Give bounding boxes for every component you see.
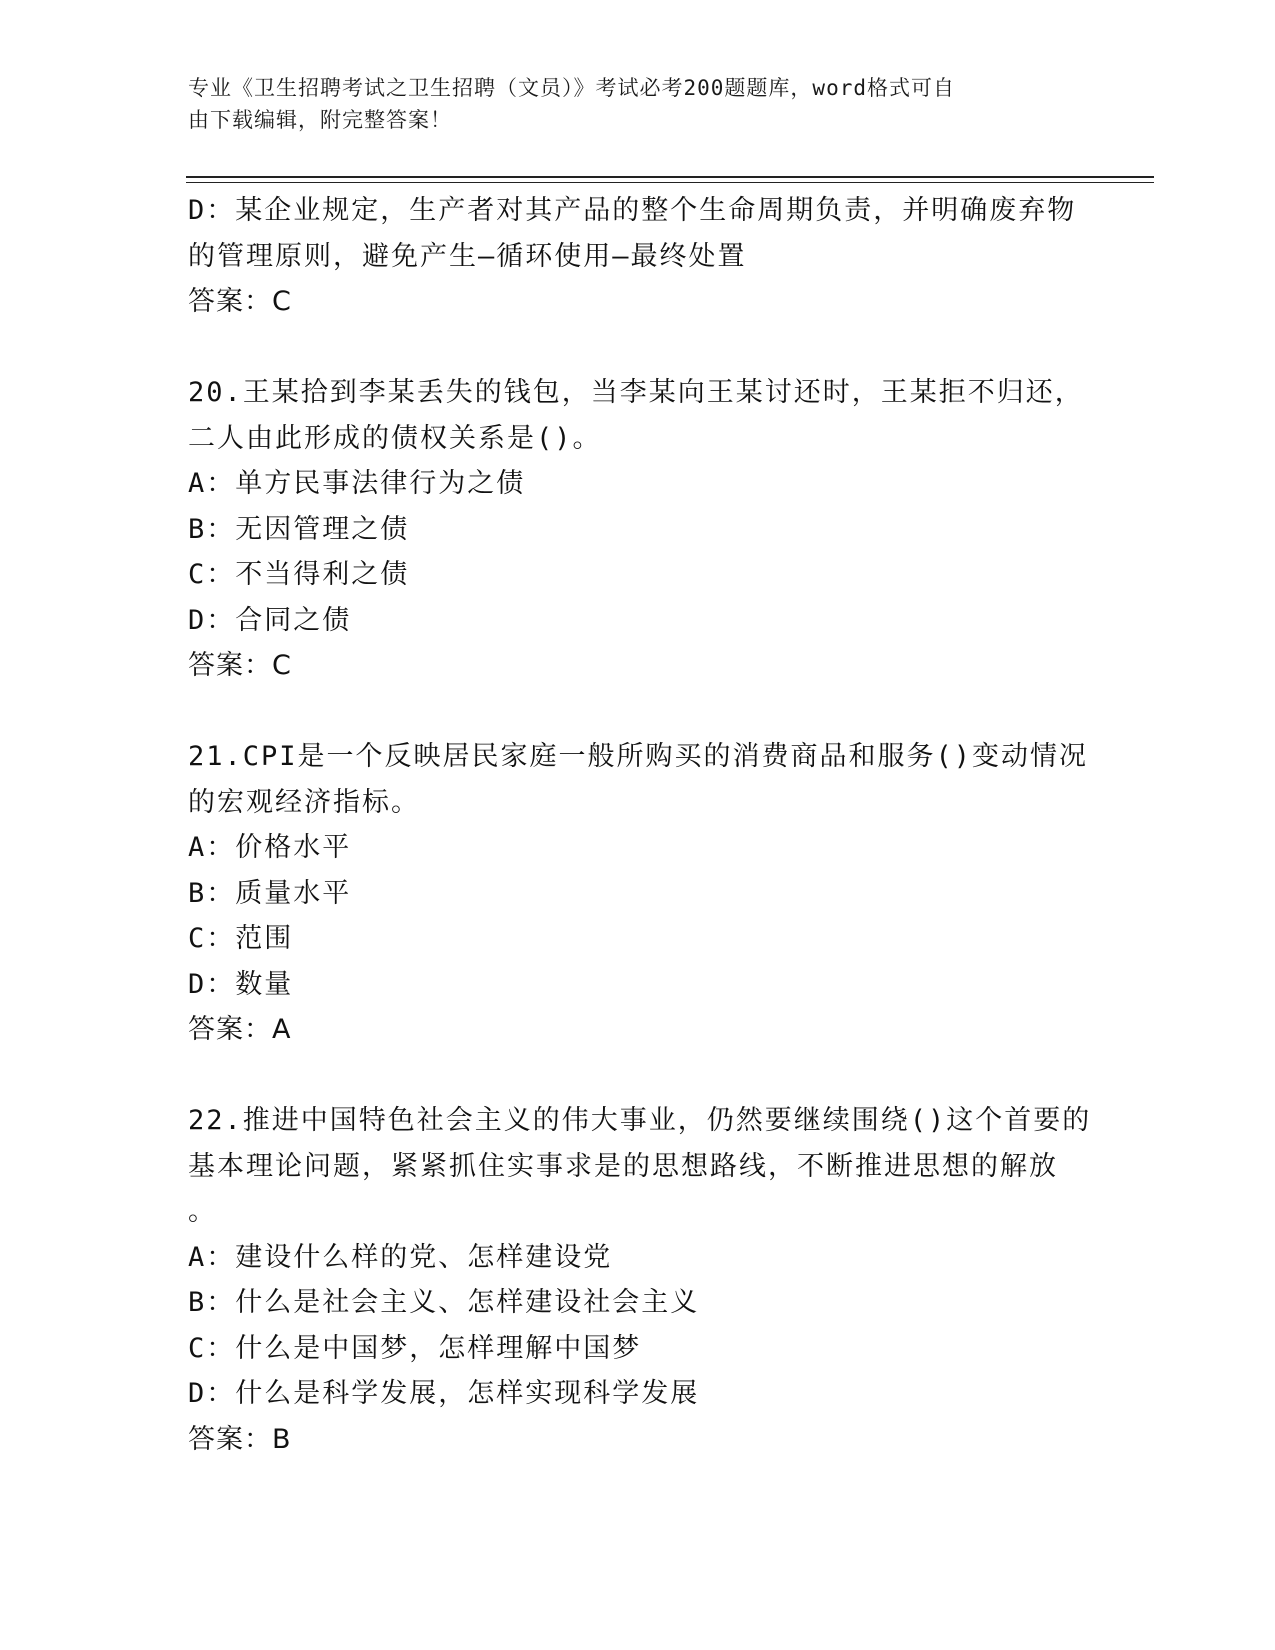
header-note xyxy=(188,72,1068,136)
question-stem-line-2: 的宏观经济指标。 xyxy=(188,786,420,818)
question-stem-line-2: 二人由此形成的债权关系是()。 xyxy=(188,422,602,454)
spacer xyxy=(188,325,1088,371)
option-d-line-1: D：某企业规定，生产者对其产品的整个生命周期负责，并明确废弃物 xyxy=(188,195,1077,226)
option-d: D：合同之债 xyxy=(188,604,352,636)
option-a: A：价格水平 xyxy=(188,832,352,863)
question-20 xyxy=(188,370,1088,689)
question-list xyxy=(188,188,1092,1462)
option-a: A：建设什么样的党、怎样建设党 xyxy=(188,1241,613,1273)
option-a: A：单方民事法律行为之债 xyxy=(188,468,526,499)
carryover-question xyxy=(188,188,1088,325)
question-21 xyxy=(188,734,1088,1053)
option-d: D：数量 xyxy=(188,968,294,1000)
option-c: C：范围 xyxy=(188,923,294,954)
answer-line: 答案：A xyxy=(188,1014,292,1045)
option-d: D：什么是科学发展，怎样实现科学发展 xyxy=(188,1378,700,1409)
question-stem-line-3: 。 xyxy=(188,1196,217,1227)
question-stem-line-2: 基本理论问题，紧紧抓住实事求是的思想路线，不断推进思想的解放 xyxy=(188,1150,1058,1182)
spacer xyxy=(188,1053,1088,1099)
question-22 xyxy=(188,1098,1092,1462)
spacer xyxy=(188,689,1088,735)
answer-line: 答案：C xyxy=(188,286,292,317)
question-stem-line-1: 20.王某拾到李某丢失的钱包，当李某向王某讨还时，王某拒不归还， xyxy=(188,377,1084,408)
option-d-line-2: 的管理原则，避免产生—循环使用—最终处置 xyxy=(188,240,747,272)
option-b: B：无因管理之债 xyxy=(188,513,410,545)
answer-line: 答案：B xyxy=(188,1423,292,1455)
question-stem-line-1: 21.CPI是一个反映居民家庭一般所购买的消费商品和服务()变动情况 xyxy=(188,741,1089,772)
header-divider-thick xyxy=(186,176,1154,178)
question-stem-line-1: 22.推进中国特色社会主义的伟大事业，仍然要继续围绕()这个首要的 xyxy=(188,1105,1092,1136)
answer-line: 答案：C xyxy=(188,650,292,681)
option-c: C：什么是中国梦，怎样理解中国梦 xyxy=(188,1332,642,1364)
header-divider-thin xyxy=(186,182,1154,183)
header-note-line-1: 专业《卫生招聘考试之卫生招聘（文员）》考试必考200题题库，word格式可自 xyxy=(188,76,955,100)
option-b: B：质量水平 xyxy=(188,877,352,909)
header-note-line-2: 由下载编辑，附完整答案！ xyxy=(188,108,452,132)
option-b: B：什么是社会主义、怎样建设社会主义 xyxy=(188,1287,700,1318)
option-c: C：不当得利之债 xyxy=(188,559,410,590)
